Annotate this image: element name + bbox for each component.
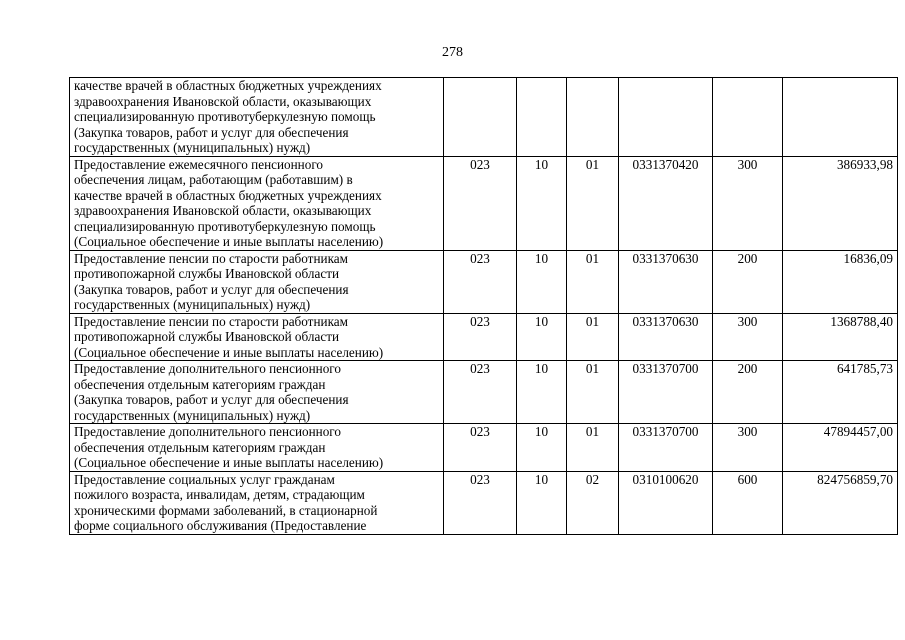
expense-type-cell: 300 — [713, 424, 783, 472]
admin-code-cell: 023 — [444, 250, 517, 313]
admin-code-cell: 023 — [444, 424, 517, 472]
table-row — [70, 156, 898, 250]
description-line: (Закупка товаров, работ и услуг для обеспечения — [74, 124, 349, 140]
description-line: качестве врачей в областных бюджетных учреждениях — [74, 187, 382, 203]
description-line: государственных (муниципальных) нужд) — [74, 407, 311, 423]
description-line: (Закупка товаров, работ и услуг для обеспечения — [74, 281, 349, 297]
table-row — [70, 250, 898, 313]
section-code-cell: 10 — [517, 250, 567, 313]
description-cell — [70, 424, 444, 472]
section-code-cell — [517, 78, 567, 157]
section-code-cell: 10 — [517, 361, 567, 424]
page-number: 278 — [442, 45, 463, 60]
description-line: специализированную противотуберкулезную помощь — [74, 109, 376, 124]
description-line: (Закупка товаров, работ и услуг для обеспечения — [74, 392, 349, 407]
description-cell — [70, 250, 444, 313]
description-line: (Социальное обеспечение и иные выплаты населению) — [74, 344, 384, 360]
section-code-cell: 10 — [517, 471, 567, 534]
subsection-code-cell: 02 — [567, 471, 619, 534]
expense-type-cell: 300 — [713, 313, 783, 361]
description-line: Предоставление пенсии по старости работникам — [74, 250, 348, 266]
target-article-cell: 0331370630 — [619, 313, 713, 361]
description-line: Предоставление пенсии по старости работникам — [74, 313, 348, 329]
admin-code-cell: 023 — [444, 313, 517, 361]
subsection-code-cell: 01 — [567, 156, 619, 250]
section-code-cell: 10 — [517, 424, 567, 472]
target-article-cell: 0331370700 — [619, 424, 713, 472]
description-line: противопожарной службы Ивановской области — [74, 266, 340, 281]
target-article-cell: 0331370420 — [619, 156, 713, 250]
description-line: специализированную противотуберкулезную помощь — [74, 218, 376, 234]
subsection-code-cell — [567, 78, 619, 157]
description-line: здравоохранения Ивановской области, оказывающих — [74, 203, 372, 218]
expense-type-cell: 200 — [713, 361, 783, 424]
expense-type-cell: 200 — [713, 250, 783, 313]
admin-code-cell: 023 — [444, 471, 517, 534]
budget-table — [69, 77, 898, 535]
description-line: хроническими формами заболеваний, в стационарной — [74, 502, 378, 518]
description-line: противопожарной службы Ивановской области — [74, 329, 340, 344]
description-line: обеспечения отдельным категориям граждан — [74, 439, 326, 455]
table-row — [70, 471, 898, 534]
description-line: государственных (муниципальных) нужд) — [74, 140, 311, 155]
target-article-cell: 0331370630 — [619, 250, 713, 313]
description-cell — [70, 313, 444, 361]
description-line: обеспечения отдельным категориям граждан — [74, 376, 326, 392]
description-line: Предоставление дополнительного пенсионного — [74, 424, 341, 439]
admin-code-cell: 023 — [444, 156, 517, 250]
target-article-cell — [619, 78, 713, 157]
description-line: качестве врачей в областных бюджетных учреждениях — [74, 78, 382, 93]
section-code-cell: 10 — [517, 156, 567, 250]
amount-cell: 386933,98 — [783, 156, 898, 250]
subsection-code-cell: 01 — [567, 250, 619, 313]
subsection-code-cell: 01 — [567, 313, 619, 361]
description-line: (Социальное обеспечение и иные выплаты населению) — [74, 455, 384, 470]
description-line: пожилого возраста, инвалидам, детям, страдающим — [74, 487, 365, 502]
description-line: Предоставление ежемесячного пенсионного — [74, 156, 324, 172]
section-code-cell: 10 — [517, 313, 567, 361]
description-cell — [70, 156, 444, 250]
amount-cell — [783, 78, 898, 157]
table-row — [70, 78, 898, 157]
admin-code-cell: 023 — [444, 361, 517, 424]
expense-type-cell: 600 — [713, 471, 783, 534]
target-article-cell: 0331370700 — [619, 361, 713, 424]
description-cell — [70, 361, 444, 424]
description-line: (Социальное обеспечение и иные выплаты населению) — [74, 234, 384, 249]
subsection-code-cell: 01 — [567, 361, 619, 424]
description-line: государственных (муниципальных) нужд) — [74, 297, 311, 312]
admin-code-cell — [444, 78, 517, 157]
expense-type-cell — [713, 78, 783, 157]
budget-table-body — [70, 78, 898, 535]
expense-type-cell: 300 — [713, 156, 783, 250]
table-row — [70, 313, 898, 361]
amount-cell: 641785,73 — [783, 361, 898, 424]
table-row — [70, 424, 898, 472]
description-cell — [70, 78, 444, 157]
amount-cell: 824756859,70 — [783, 471, 898, 534]
description-line: обеспечения лицам, работающим (работавшим) в — [74, 172, 353, 187]
subsection-code-cell: 01 — [567, 424, 619, 472]
description-line: Предоставление социальных услуг гражданам — [74, 471, 335, 487]
description-line: форме социального обслуживания (Предоставление — [74, 518, 367, 533]
table-row — [70, 361, 898, 424]
amount-cell: 1368788,40 — [783, 313, 898, 361]
target-article-cell: 0310100620 — [619, 471, 713, 534]
description-line: здравоохранения Ивановской области, оказывающих — [74, 93, 372, 109]
description-cell — [70, 471, 444, 534]
amount-cell: 16836,09 — [783, 250, 898, 313]
amount-cell: 47894457,00 — [783, 424, 898, 472]
description-line: Предоставление дополнительного пенсионного — [74, 361, 341, 376]
